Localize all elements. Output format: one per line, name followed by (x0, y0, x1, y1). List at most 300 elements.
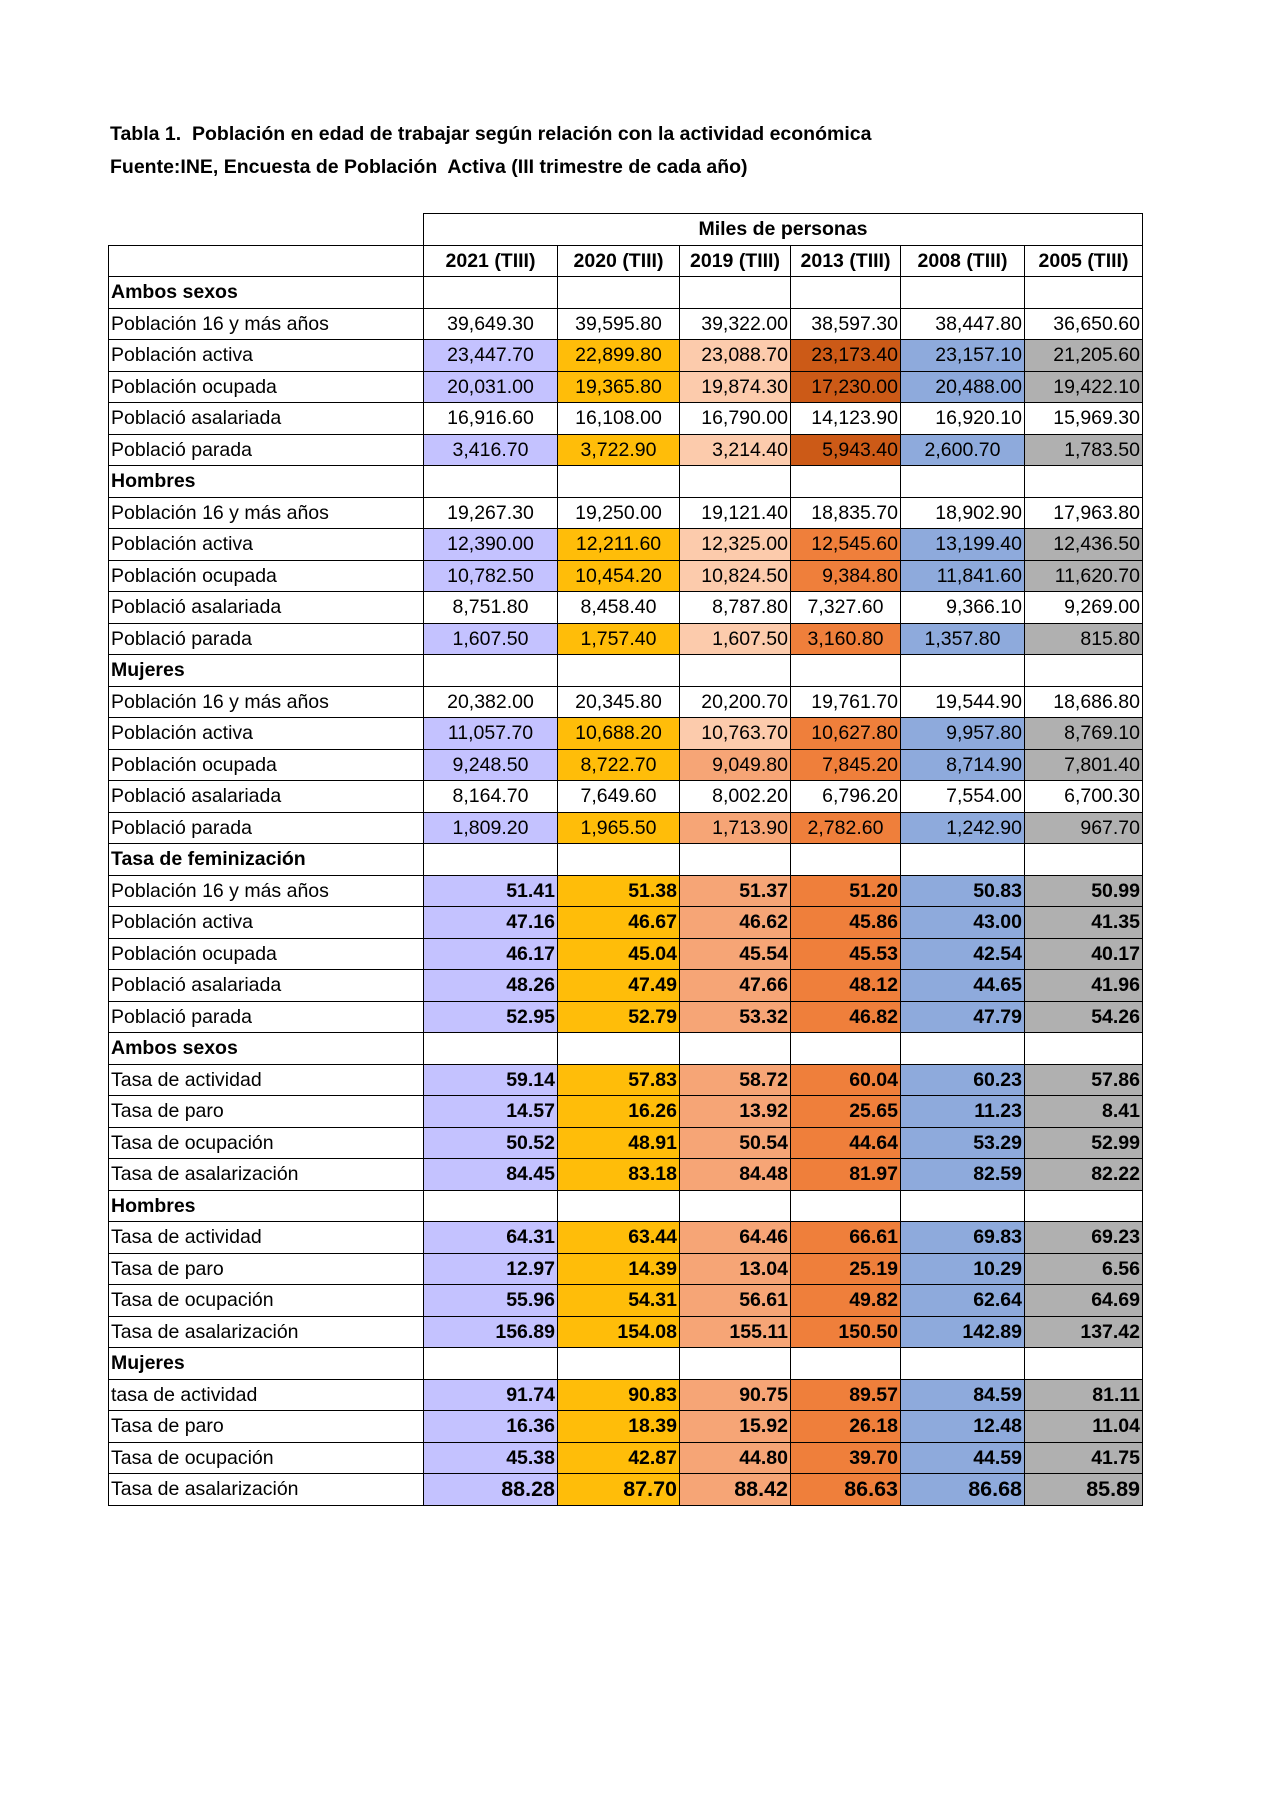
empty-cell (680, 655, 791, 687)
empty-cell (791, 1190, 901, 1222)
table-row (109, 560, 1143, 592)
value-cell: 86.63 (791, 1474, 901, 1506)
value-cell: 38,447.80 (901, 308, 1025, 340)
value-cell: 18,686.80 (1025, 686, 1143, 718)
table-row (109, 497, 1143, 529)
value-cell: 8,787.80 (680, 592, 791, 624)
value-cell: 56.61 (680, 1285, 791, 1317)
row-label: Població parada (109, 1001, 424, 1033)
year-header: 2020 (TIII) (558, 245, 680, 277)
empty-cell (791, 466, 901, 498)
value-cell: 90.75 (680, 1379, 791, 1411)
empty-cell (791, 844, 901, 876)
empty-cell (424, 1190, 558, 1222)
empty-cell (1025, 466, 1143, 498)
year-header-label-cell (109, 245, 424, 277)
row-label: Tasa de asalarización (109, 1316, 424, 1348)
value-cell: 64.69 (1025, 1285, 1143, 1317)
value-cell: 8.41 (1025, 1096, 1143, 1128)
value-cell: 23,173.40 (791, 340, 901, 372)
table-row (109, 403, 1143, 435)
table-body (109, 214, 1143, 1506)
empty-cell (901, 1190, 1025, 1222)
year-header: 2013 (TIII) (791, 245, 901, 277)
value-cell: 50.52 (424, 1127, 558, 1159)
row-label: Población ocupada (109, 938, 424, 970)
table-row (109, 907, 1143, 939)
value-cell: 54.31 (558, 1285, 680, 1317)
empty-cell (680, 1348, 791, 1380)
value-cell: 8,458.40 (558, 592, 680, 624)
value-cell: 7,327.60 (791, 592, 901, 624)
value-cell: 20,382.00 (424, 686, 558, 718)
empty-cell (791, 1348, 901, 1380)
value-cell: 19,761.70 (791, 686, 901, 718)
value-cell: 1,965.50 (558, 812, 680, 844)
table-row (109, 1474, 1143, 1506)
row-label: Población ocupada (109, 749, 424, 781)
value-cell: 13.92 (680, 1096, 791, 1128)
value-cell: 6,700.30 (1025, 781, 1143, 813)
value-cell: 11.04 (1025, 1411, 1143, 1443)
section-title: Mujeres (109, 1348, 424, 1380)
value-cell: 39,322.00 (680, 308, 791, 340)
row-label: Població asalariada (109, 781, 424, 813)
empty-cell (901, 844, 1025, 876)
value-cell: 47.49 (558, 970, 680, 1002)
value-cell: 12,211.60 (558, 529, 680, 561)
value-cell: 20,345.80 (558, 686, 680, 718)
value-cell: 49.82 (791, 1285, 901, 1317)
value-cell: 54.26 (1025, 1001, 1143, 1033)
table-source: Fuente:INE, Encuesta de Población Activa (III trimestre de cada año) (110, 156, 748, 178)
empty-cell (791, 1033, 901, 1065)
value-cell: 3,214.40 (680, 434, 791, 466)
value-cell: 88.42 (680, 1474, 791, 1506)
value-cell: 19,365.80 (558, 371, 680, 403)
empty-cell (791, 277, 901, 309)
value-cell: 3,416.70 (424, 434, 558, 466)
empty-cell (1025, 1033, 1143, 1065)
year-header: 2019 (TIII) (680, 245, 791, 277)
value-cell: 41.75 (1025, 1442, 1143, 1474)
value-cell: 18.39 (558, 1411, 680, 1443)
value-cell: 52.99 (1025, 1127, 1143, 1159)
value-cell: 84.59 (901, 1379, 1025, 1411)
value-cell: 16.26 (558, 1096, 680, 1128)
data-table (108, 213, 1143, 1506)
value-cell: 10.29 (901, 1253, 1025, 1285)
table-row (109, 340, 1143, 372)
value-cell: 7,649.60 (558, 781, 680, 813)
value-cell: 12,436.50 (1025, 529, 1143, 561)
row-label: Población 16 y más años (109, 875, 424, 907)
value-cell: 16,920.10 (901, 403, 1025, 435)
row-label: Población activa (109, 340, 424, 372)
value-cell: 58.72 (680, 1064, 791, 1096)
value-cell: 25.65 (791, 1096, 901, 1128)
value-cell: 18,902.90 (901, 497, 1025, 529)
value-cell: 43.00 (901, 907, 1025, 939)
value-cell: 12,390.00 (424, 529, 558, 561)
empty-cell (558, 1190, 680, 1222)
value-cell: 19,267.30 (424, 497, 558, 529)
empty-cell (558, 1033, 680, 1065)
table-row (109, 970, 1143, 1002)
value-cell: 44.59 (901, 1442, 1025, 1474)
empty-cell (680, 844, 791, 876)
value-cell: 69.23 (1025, 1222, 1143, 1254)
corner-cell (109, 214, 424, 246)
value-cell: 14,123.90 (791, 403, 901, 435)
table-row (109, 308, 1143, 340)
value-cell: 87.70 (558, 1474, 680, 1506)
empty-cell (424, 655, 558, 687)
value-cell: 1,757.40 (558, 623, 680, 655)
value-cell: 10,824.50 (680, 560, 791, 592)
value-cell: 1,357.80 (901, 623, 1025, 655)
value-cell: 8,714.90 (901, 749, 1025, 781)
value-cell: 50.83 (901, 875, 1025, 907)
value-cell: 16,108.00 (558, 403, 680, 435)
value-cell: 9,366.10 (901, 592, 1025, 624)
value-cell: 45.38 (424, 1442, 558, 1474)
value-cell: 18,835.70 (791, 497, 901, 529)
row-label: Tasa de ocupación (109, 1442, 424, 1474)
row-label: Tasa de ocupación (109, 1127, 424, 1159)
empty-cell (680, 466, 791, 498)
value-cell: 156.89 (424, 1316, 558, 1348)
table-row (109, 938, 1143, 970)
section-header-row (109, 844, 1143, 876)
empty-cell (1025, 277, 1143, 309)
value-cell: 48.91 (558, 1127, 680, 1159)
value-cell: 62.64 (901, 1285, 1025, 1317)
value-cell: 137.42 (1025, 1316, 1143, 1348)
value-cell: 25.19 (791, 1253, 901, 1285)
value-cell: 10,627.80 (791, 718, 901, 750)
value-cell: 26.18 (791, 1411, 901, 1443)
table-row (109, 1064, 1143, 1096)
section-header-row (109, 466, 1143, 498)
table-row (109, 875, 1143, 907)
empty-cell (424, 844, 558, 876)
value-cell: 47.16 (424, 907, 558, 939)
value-cell: 22,899.80 (558, 340, 680, 372)
value-cell: 5,943.40 (791, 434, 901, 466)
empty-cell (424, 1348, 558, 1380)
table-row (109, 812, 1143, 844)
value-cell: 7,801.40 (1025, 749, 1143, 781)
empty-cell (558, 466, 680, 498)
value-cell: 11,841.60 (901, 560, 1025, 592)
value-cell: 42.54 (901, 938, 1025, 970)
value-cell: 81.97 (791, 1159, 901, 1191)
value-cell: 57.86 (1025, 1064, 1143, 1096)
empty-cell (424, 1033, 558, 1065)
table-row (109, 1127, 1143, 1159)
value-cell: 16,790.00 (680, 403, 791, 435)
value-cell: 1,242.90 (901, 812, 1025, 844)
section-title: Mujeres (109, 655, 424, 687)
value-cell: 6,796.20 (791, 781, 901, 813)
section-title: Hombres (109, 466, 424, 498)
empty-cell (680, 1190, 791, 1222)
value-cell: 45.86 (791, 907, 901, 939)
value-cell: 46.67 (558, 907, 680, 939)
value-cell: 9,049.80 (680, 749, 791, 781)
value-cell: 53.32 (680, 1001, 791, 1033)
empty-cell (1025, 655, 1143, 687)
value-cell: 12.48 (901, 1411, 1025, 1443)
value-cell: 1,607.50 (680, 623, 791, 655)
value-cell: 9,384.80 (791, 560, 901, 592)
value-cell: 10,782.50 (424, 560, 558, 592)
value-cell: 88.28 (424, 1474, 558, 1506)
value-cell: 60.23 (901, 1064, 1025, 1096)
year-header: 2008 (TIII) (901, 245, 1025, 277)
value-cell: 150.50 (791, 1316, 901, 1348)
table-row (109, 686, 1143, 718)
row-label: Població asalariada (109, 403, 424, 435)
empty-cell (680, 277, 791, 309)
value-cell: 16.36 (424, 1411, 558, 1443)
empty-cell (1025, 1190, 1143, 1222)
empty-cell (680, 1033, 791, 1065)
value-cell: 8,751.80 (424, 592, 558, 624)
section-header-row (109, 1190, 1143, 1222)
row-label: Població asalariada (109, 970, 424, 1002)
row-label: Tasa de paro (109, 1411, 424, 1443)
empty-cell (901, 277, 1025, 309)
value-cell: 11,620.70 (1025, 560, 1143, 592)
value-cell: 15.92 (680, 1411, 791, 1443)
table-row (109, 1285, 1143, 1317)
value-cell: 83.18 (558, 1159, 680, 1191)
value-cell: 7,845.20 (791, 749, 901, 781)
value-cell: 45.04 (558, 938, 680, 970)
table-row (109, 1253, 1143, 1285)
value-cell: 9,957.80 (901, 718, 1025, 750)
value-cell: 8,722.70 (558, 749, 680, 781)
value-cell: 10,454.20 (558, 560, 680, 592)
value-cell: 85.89 (1025, 1474, 1143, 1506)
year-header: 2021 (TIII) (424, 245, 558, 277)
value-cell: 50.99 (1025, 875, 1143, 907)
unit-header: Miles de personas (424, 214, 1143, 246)
empty-cell (558, 277, 680, 309)
value-cell: 21,205.60 (1025, 340, 1143, 372)
row-label: Población activa (109, 907, 424, 939)
table-row (109, 1379, 1143, 1411)
value-cell: 55.96 (424, 1285, 558, 1317)
empty-cell (424, 466, 558, 498)
value-cell: 66.61 (791, 1222, 901, 1254)
value-cell: 20,031.00 (424, 371, 558, 403)
value-cell: 40.17 (1025, 938, 1143, 970)
value-cell: 1,783.50 (1025, 434, 1143, 466)
value-cell: 19,250.00 (558, 497, 680, 529)
value-cell: 14.57 (424, 1096, 558, 1128)
table-row (109, 749, 1143, 781)
row-label: tasa de actividad (109, 1379, 424, 1411)
value-cell: 16,916.60 (424, 403, 558, 435)
value-cell: 38,597.30 (791, 308, 901, 340)
row-label: Població asalariada (109, 592, 424, 624)
value-cell: 2,600.70 (901, 434, 1025, 466)
table-row (109, 1159, 1143, 1191)
value-cell: 8,769.10 (1025, 718, 1143, 750)
value-cell: 3,160.80 (791, 623, 901, 655)
section-title: Ambos sexos (109, 277, 424, 309)
value-cell: 46.17 (424, 938, 558, 970)
value-cell: 12,325.00 (680, 529, 791, 561)
value-cell: 36,650.60 (1025, 308, 1143, 340)
value-cell: 13.04 (680, 1253, 791, 1285)
unit-header-row (109, 214, 1143, 246)
year-header: 2005 (TIII) (1025, 245, 1143, 277)
value-cell: 39,595.80 (558, 308, 680, 340)
table-row (109, 1442, 1143, 1474)
row-label: Tasa de paro (109, 1253, 424, 1285)
year-header-row (109, 245, 1143, 277)
value-cell: 10,763.70 (680, 718, 791, 750)
value-cell: 82.22 (1025, 1159, 1143, 1191)
value-cell: 13,199.40 (901, 529, 1025, 561)
value-cell: 81.11 (1025, 1379, 1143, 1411)
table-row (109, 1316, 1143, 1348)
row-label: Població parada (109, 434, 424, 466)
value-cell: 84.45 (424, 1159, 558, 1191)
table-row (109, 1222, 1143, 1254)
section-title: Ambos sexos (109, 1033, 424, 1065)
value-cell: 8,002.20 (680, 781, 791, 813)
value-cell: 9,248.50 (424, 749, 558, 781)
value-cell: 23,157.10 (901, 340, 1025, 372)
value-cell: 51.41 (424, 875, 558, 907)
value-cell: 41.35 (1025, 907, 1143, 939)
value-cell: 11.23 (901, 1096, 1025, 1128)
table-row (109, 1411, 1143, 1443)
value-cell: 17,230.00 (791, 371, 901, 403)
value-cell: 815.80 (1025, 623, 1143, 655)
value-cell: 12,545.60 (791, 529, 901, 561)
value-cell: 90.83 (558, 1379, 680, 1411)
row-label: Tasa de ocupación (109, 1285, 424, 1317)
table-row (109, 529, 1143, 561)
row-label: Población ocupada (109, 560, 424, 592)
value-cell: 44.80 (680, 1442, 791, 1474)
section-header-row (109, 1348, 1143, 1380)
document-titles (110, 118, 871, 184)
value-cell: 142.89 (901, 1316, 1025, 1348)
value-cell: 91.74 (424, 1379, 558, 1411)
table-row (109, 371, 1143, 403)
table-title: Tabla 1. Población en edad de trabajar según relación con la actividad económica (110, 123, 872, 145)
empty-cell (558, 844, 680, 876)
value-cell: 19,874.30 (680, 371, 791, 403)
value-cell: 52.95 (424, 1001, 558, 1033)
value-cell: 39,649.30 (424, 308, 558, 340)
value-cell: 50.54 (680, 1127, 791, 1159)
value-cell: 51.38 (558, 875, 680, 907)
value-cell: 20,200.70 (680, 686, 791, 718)
value-cell: 69.83 (901, 1222, 1025, 1254)
table-row (109, 1096, 1143, 1128)
row-label: Población 16 y más años (109, 308, 424, 340)
value-cell: 3,722.90 (558, 434, 680, 466)
row-label: Població parada (109, 623, 424, 655)
value-cell: 63.44 (558, 1222, 680, 1254)
value-cell: 60.04 (791, 1064, 901, 1096)
value-cell: 23,088.70 (680, 340, 791, 372)
empty-cell (901, 655, 1025, 687)
row-label: Tasa de paro (109, 1096, 424, 1128)
value-cell: 86.68 (901, 1474, 1025, 1506)
value-cell: 15,969.30 (1025, 403, 1143, 435)
value-cell: 45.54 (680, 938, 791, 970)
value-cell: 41.96 (1025, 970, 1143, 1002)
value-cell: 20,488.00 (901, 371, 1025, 403)
value-cell: 19,422.10 (1025, 371, 1143, 403)
value-cell: 9,269.00 (1025, 592, 1143, 624)
value-cell: 1,607.50 (424, 623, 558, 655)
value-cell: 82.59 (901, 1159, 1025, 1191)
value-cell: 2,782.60 (791, 812, 901, 844)
row-label: Tasa de asalarización (109, 1159, 424, 1191)
section-title: Hombres (109, 1190, 424, 1222)
empty-cell (901, 1033, 1025, 1065)
value-cell: 1,713.90 (680, 812, 791, 844)
value-cell: 52.79 (558, 1001, 680, 1033)
empty-cell (1025, 1348, 1143, 1380)
value-cell: 967.70 (1025, 812, 1143, 844)
empty-cell (901, 466, 1025, 498)
value-cell: 64.46 (680, 1222, 791, 1254)
value-cell: 53.29 (901, 1127, 1025, 1159)
row-label: Tasa de actividad (109, 1222, 424, 1254)
section-header-row (109, 1033, 1143, 1065)
section-header-row (109, 277, 1143, 309)
row-label: Población activa (109, 529, 424, 561)
value-cell: 14.39 (558, 1253, 680, 1285)
empty-cell (558, 655, 680, 687)
value-cell: 84.48 (680, 1159, 791, 1191)
value-cell: 155.11 (680, 1316, 791, 1348)
empty-cell (424, 277, 558, 309)
row-label: Población 16 y más años (109, 686, 424, 718)
table-row (109, 781, 1143, 813)
value-cell: 17,963.80 (1025, 497, 1143, 529)
row-label: Tasa de actividad (109, 1064, 424, 1096)
value-cell: 47.79 (901, 1001, 1025, 1033)
empty-cell (791, 655, 901, 687)
value-cell: 46.82 (791, 1001, 901, 1033)
value-cell: 39.70 (791, 1442, 901, 1474)
value-cell: 19,121.40 (680, 497, 791, 529)
value-cell: 1,809.20 (424, 812, 558, 844)
value-cell: 10,688.20 (558, 718, 680, 750)
value-cell: 7,554.00 (901, 781, 1025, 813)
row-label: Tasa de asalarización (109, 1474, 424, 1506)
empty-cell (558, 1348, 680, 1380)
row-label: Població parada (109, 812, 424, 844)
table-row (109, 1001, 1143, 1033)
section-title: Tasa de feminización (109, 844, 424, 876)
value-cell: 48.26 (424, 970, 558, 1002)
empty-cell (1025, 844, 1143, 876)
value-cell: 51.37 (680, 875, 791, 907)
